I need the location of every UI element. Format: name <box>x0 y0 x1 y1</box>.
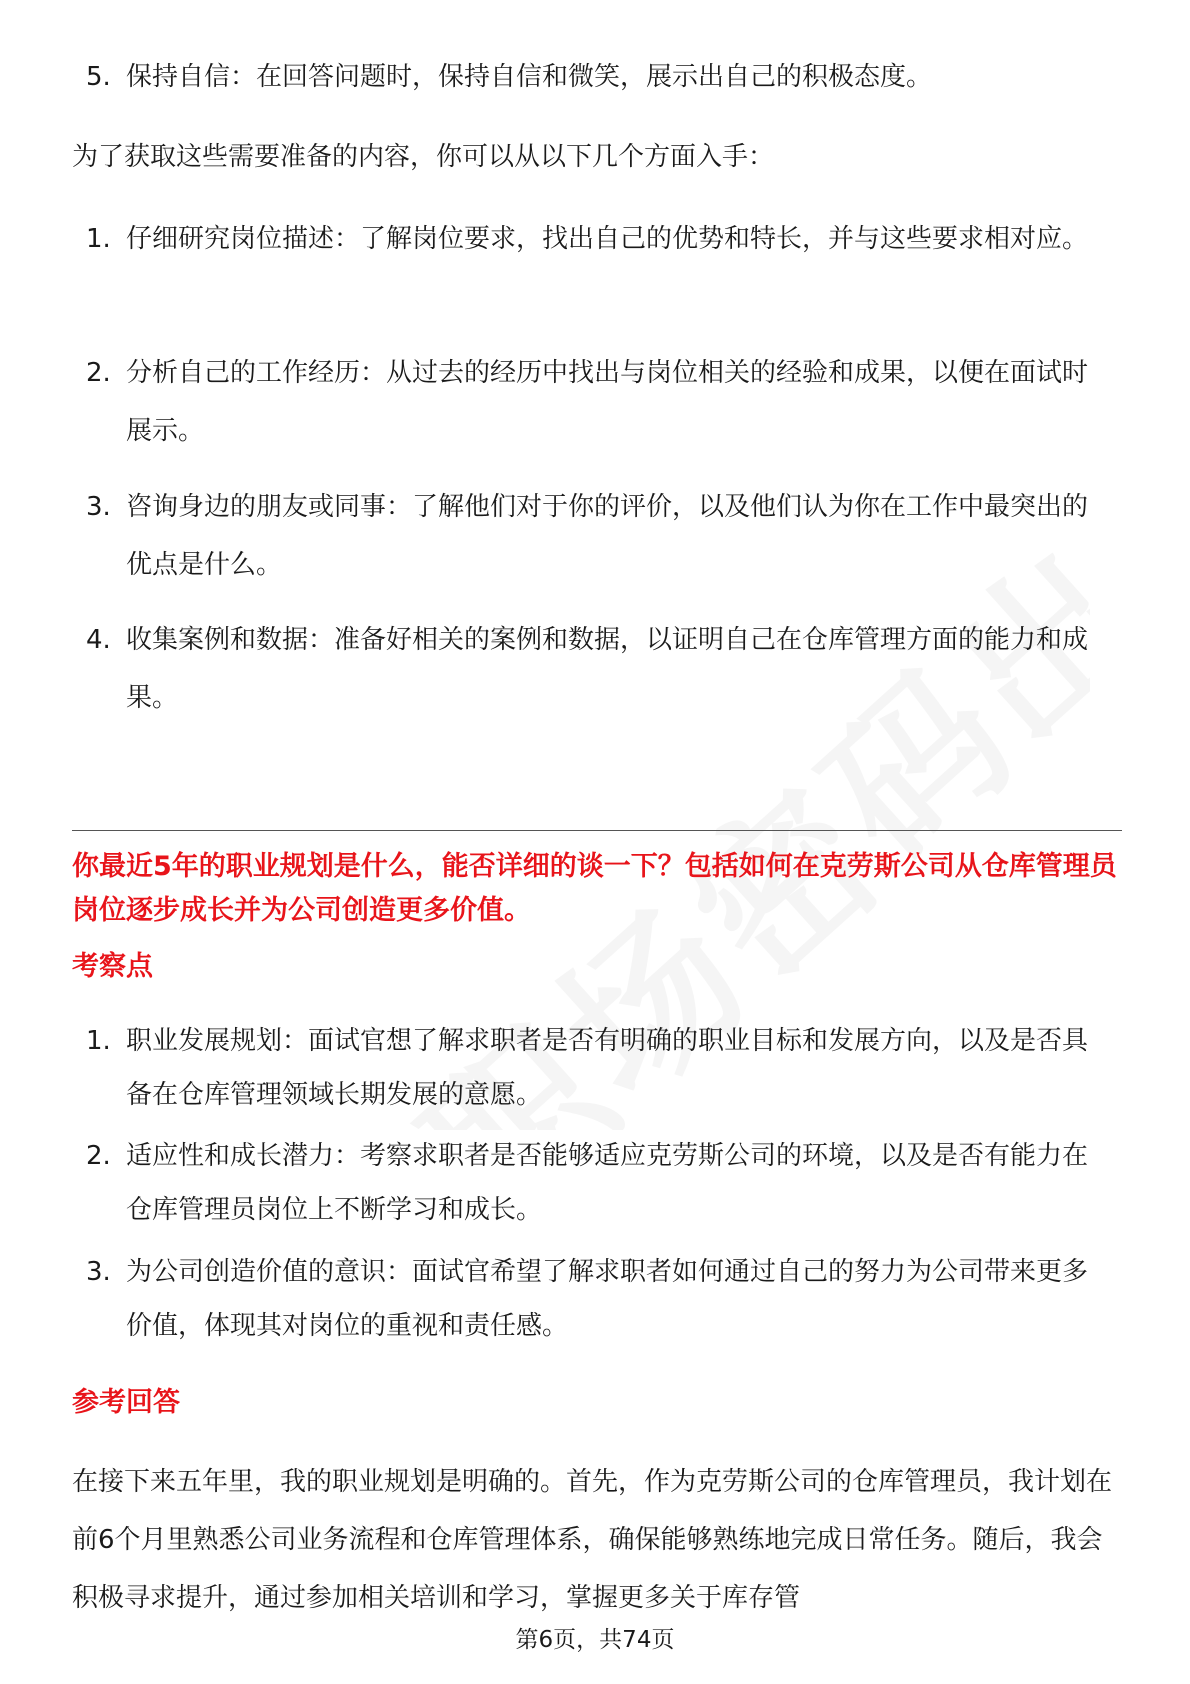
list-number: 3. <box>86 492 111 522</box>
list-text: 职业发展规划：面试官想了解求职者是否有明确的职业目标和发展方向，以及是否具备在仓库管理领域长期发展的意愿。 <box>126 1026 1089 1110</box>
list-number: 2. <box>86 358 111 388</box>
list-text: 为公司创造价值的意识：面试官希望了解求职者如何通过自己的努力为公司带来更多价值，体现其对岗位的重视和责任感。 <box>126 1257 1089 1341</box>
list-text: 仔细研究岗位描述：了解岗位要求，找出自己的优势和特长，并与这些要求相对应。 <box>126 224 1089 254</box>
list-text: 分析自己的工作经历：从过去的经历中找出与岗位相关的经验和成果，以便在面试时展示。 <box>126 358 1089 446</box>
list-text: 保持自信：在回答问题时，保持自信和微笑，展示出自己的积极态度。 <box>126 62 933 92</box>
question-title: 你最近5年的职业规划是什么，能否详细的谈一下？包括如何在克劳斯公司从仓库管理员岗位逐步成长并为公司创造更多价值。 <box>72 851 1117 926</box>
list-text: 适应性和成长潜力：考察求职者是否能够适应克劳斯公司的环境，以及是否有能力在仓库管理员岗位上不断学习和成长。 <box>126 1141 1089 1225</box>
list-number: 5. <box>86 62 111 92</box>
points-heading: 考察点 <box>72 951 153 982</box>
list-number: 1. <box>86 224 111 254</box>
list-number: 4. <box>86 625 111 655</box>
page-number: 第6页，共74页 <box>515 1627 675 1653</box>
list-number: 1. <box>86 1026 111 1056</box>
section-divider <box>72 830 1122 831</box>
list-text: 咨询身边的朋友或同事：了解他们对于你的评价，以及他们认为你在工作中最突出的优点是什么。 <box>126 492 1089 580</box>
list-text: 收集案例和数据：准备好相关的案例和数据，以证明自己在仓库管理方面的能力和成果。 <box>126 625 1089 713</box>
list-number: 2. <box>86 1141 111 1171</box>
answer-heading: 参考回答 <box>72 1387 180 1418</box>
intro-paragraph: 为了获取这些需要准备的内容，你可以从以下几个方面入手： <box>72 142 775 172</box>
answer-paragraph: 在接下来五年里，我的职业规划是明确的。首先，作为克劳斯公司的仓库管理员，我计划在前6个月里熟悉公司业务流程和仓库管理体系，确保能够熟练地完成日常任务。随后，我会积极寻求提升，通过参加相关培训和学习，掌握更多关于库存管 <box>72 1467 1113 1613</box>
list-number: 3. <box>86 1257 111 1287</box>
